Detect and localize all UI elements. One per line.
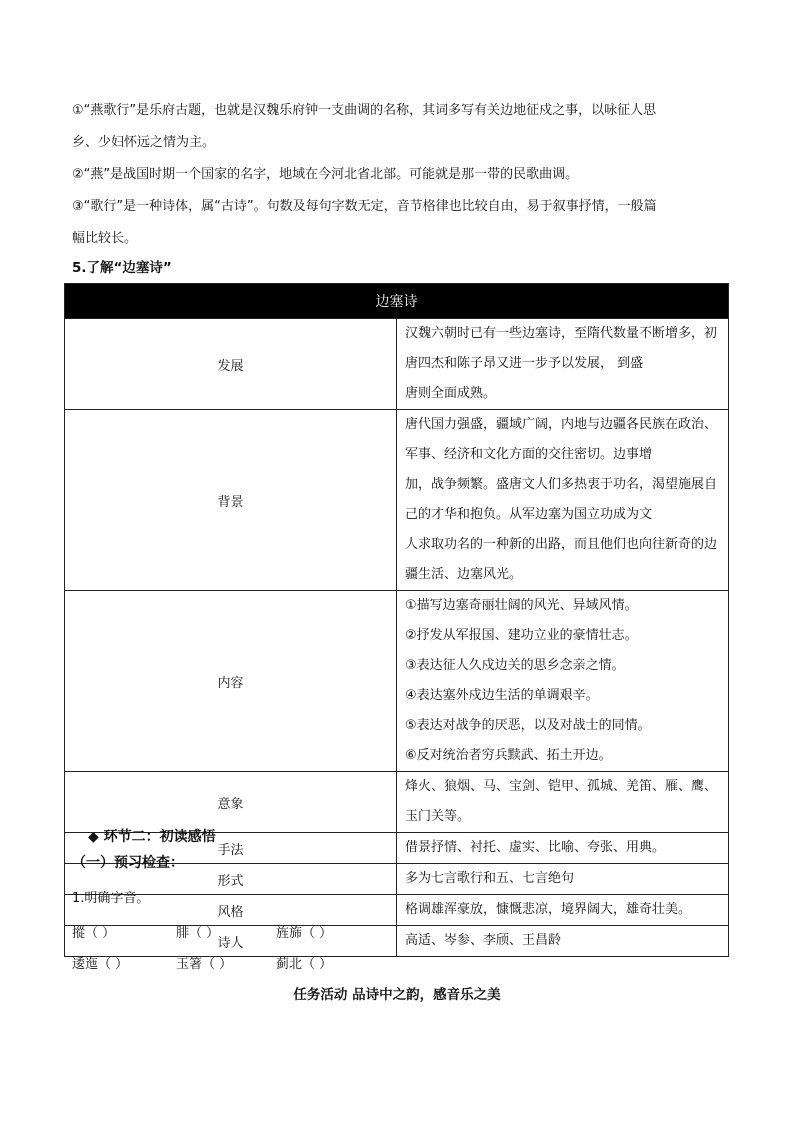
content-line: ①描写边塞奇丽壮阔的风光、异域风情。 [405, 598, 638, 613]
note-line-5: 幅比较长。 [72, 231, 138, 246]
table-header: 边塞诗 [65, 284, 729, 319]
content-line: ⑤表达对战争的厌恶，以及对战士的同情。 [405, 718, 651, 733]
row-content [397, 926, 729, 957]
row-content [397, 410, 729, 591]
row-content [397, 895, 729, 926]
row-label: 意象 [65, 772, 397, 833]
row-label: 背景 [65, 410, 397, 591]
table-row [65, 319, 729, 410]
row-label: 手法 [65, 833, 397, 864]
question-1-title: 1.明确字音。 [72, 891, 150, 906]
row-label: 内容 [65, 591, 397, 772]
preview-check-heading: （一）预习检查： [72, 855, 184, 871]
phonetic-blank[interactable]: 旌旆（ ） [276, 926, 333, 941]
table-row [65, 895, 729, 926]
note-line-3: ②“燕”是战国时期一个国家的名字，地域在今河北省北部。可能就是那一带的民歌曲调。 [72, 167, 579, 182]
phonetic-blank[interactable]: 腓（ ） [176, 926, 220, 941]
row-content [397, 833, 729, 864]
content-line: ④表达塞外戍边生活的单调艰辛。 [405, 688, 599, 703]
row-content [397, 864, 729, 895]
content-line: 汉魏六朝时已有一些边塞诗，至隋代数量不断增多，初唐四杰和陈子昂又进一步予以发展， 到盛 [405, 326, 718, 371]
content-line: ③表达征人久戍边关的思乡念亲之情。 [405, 658, 625, 673]
content-line: 高适、岑参、李颀、王昌龄 [405, 933, 562, 948]
phonetic-blank[interactable]: 摐（ ） [72, 926, 116, 941]
row-content [397, 772, 729, 833]
row-label: 发展 [65, 319, 397, 410]
note-line-2: 乡、少妇怀远之情为主。 [72, 135, 216, 150]
row-label: 形式 [65, 864, 397, 895]
row-content [397, 319, 729, 410]
table-row [65, 410, 729, 591]
content-line: 格调雄浑豪放，慷慨悲凉，境界阔大，雄奇壮美。 [405, 902, 692, 917]
phonetic-blank[interactable]: 玉箸（ ） [176, 957, 233, 972]
content-line: 烽火、狼烟、马、宝剑、铠甲、孤城、羌笛、雁、鹰、玉门关等。 [405, 779, 718, 824]
table-row [65, 772, 729, 833]
section-5-title: 5.了解“边塞诗” [72, 260, 172, 276]
content-line: 人求取功名的一种新的出路，而且他们也向往新奇的边疆生活、边塞风光。 [405, 537, 718, 582]
section-2-heading: ◆ 环节二：初读感悟 [88, 829, 216, 845]
content-line: ⑥反对统治者穷兵黩武、拓土开边。 [405, 748, 612, 763]
note-line-4: ③“歌行”是一种诗体，属“古诗”。句数及每句字数无定，音节格律也比较自由，易于叙事抒情，一般篇 [72, 199, 657, 214]
table-row [65, 926, 729, 957]
row-label: 风格 [65, 895, 397, 926]
content-line: 多为七言歌行和五、七言绝句 [405, 871, 575, 886]
phonetic-blank[interactable]: 逶迤（ ） [72, 957, 129, 972]
table-row [65, 591, 729, 772]
task-activity-title: 任务活动 品诗中之韵，感音乐之美 [293, 987, 501, 1003]
content-line: 唐代国力强盛，疆域广阔，内地与边疆各民族在政治、军事、经济和文化方面的交往密切。边事增 [405, 417, 718, 462]
content-line: 借景抒情、衬托、虚实、比喻、夸张、用典。 [405, 840, 666, 855]
phonetic-blank[interactable]: 蓟北（ ） [276, 957, 333, 972]
content-line: 加，战争频繁。盛唐文人们多热衷于功名，渴望施展自己的才华和抱负。从军边塞为国立功成为文 [405, 477, 718, 522]
content-line: 唐则全面成熟。 [405, 386, 497, 401]
row-content [397, 591, 729, 772]
content-line: ②抒发从军报国、建功立业的豪情壮志。 [405, 628, 638, 643]
row-label: 诗人 [65, 926, 397, 957]
note-line-1: ①“燕歌行”是乐府古题，也就是汉魏乐府钟一支曲调的名称，其词多写有关边地征戍之事，以咏征人思 [72, 103, 657, 118]
